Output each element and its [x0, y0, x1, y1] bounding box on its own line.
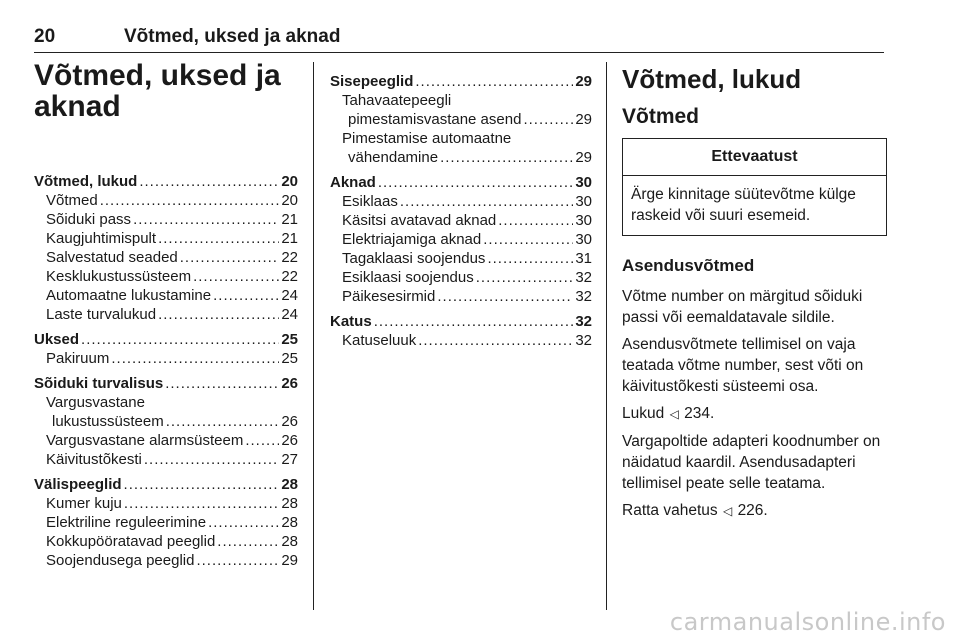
toc-entry-label: Katuseluuk: [342, 332, 417, 349]
toc-entry[interactable]: [34, 374, 298, 393]
toc-entry-page: 28: [281, 533, 298, 550]
toc-entry-label: Päikesesirmid: [342, 288, 436, 305]
toc-entry-page: 26: [281, 413, 298, 430]
toc-entry-page: 26: [281, 375, 298, 392]
toc-leader-dots: [193, 267, 279, 286]
toc-entry-page: 30: [575, 174, 592, 191]
toc-entry[interactable]: [34, 191, 298, 210]
toc-entry[interactable]: [34, 551, 298, 570]
toc-column-2: [330, 60, 592, 350]
toc-column-1: [34, 60, 298, 570]
toc-entry-label: Pakiruum: [46, 350, 110, 367]
toc-leader-dots: [100, 191, 280, 210]
toc-entry-page: 32: [575, 313, 592, 330]
toc-entry[interactable]: [330, 192, 592, 211]
toc-entry-page: 29: [575, 111, 592, 128]
paragraph-spare-keys: Asendusvõtmete tellimisel on vaja teatada võtme number, sest võti on käivitustõkesti süsteemi osa.: [622, 336, 864, 395]
toc-entry-label: Kokkupööratavad peeglid: [46, 533, 216, 550]
toc-entry-label-continued: lukustussüsteem: [52, 413, 164, 430]
toc-entry-label: Tahavaatepeegli: [342, 92, 452, 109]
toc-leader-dots: [378, 173, 573, 192]
toc-entry-label: Välispeeglid: [34, 476, 122, 493]
toc-entry-label: Automaatne lukustamine: [46, 287, 212, 304]
running-title: Võtmed, uksed ja aknad: [124, 26, 341, 47]
toc-entry-label: Kumer kuju: [46, 495, 122, 512]
column-divider-1: [313, 62, 314, 610]
toc-leader-dots: [166, 412, 280, 431]
toc-entry-page: 32: [575, 269, 592, 286]
toc-entry[interactable]: [34, 305, 298, 324]
toc-entry-label-continued: vähendamine: [348, 149, 439, 166]
toc-entry-page: 31: [575, 250, 592, 267]
toc-entry-page: 24: [281, 306, 298, 323]
toc-entry[interactable]: [34, 229, 298, 248]
toc-leader-dots: [158, 229, 279, 248]
toc-leader-dots: [487, 249, 573, 268]
toc-entry[interactable]: [330, 249, 592, 268]
toc-leader-dots: [196, 551, 279, 570]
toc-entry[interactable]: [34, 248, 298, 267]
toc-leader-dots: [144, 450, 279, 469]
toc-entry-page: 24: [281, 287, 298, 304]
toc-leader-dots: [180, 248, 280, 267]
toc-entry[interactable]: [34, 431, 298, 450]
toc-entry-label: Kesklukustussüsteem: [46, 268, 192, 285]
toc-entry-label: Sisepeeglid: [330, 73, 414, 90]
locks-ref-link[interactable]: 234.: [684, 405, 715, 422]
toc-leader-dots: [213, 286, 279, 305]
content-column: [622, 60, 887, 528]
toc-entry-page: 21: [281, 230, 298, 247]
toc-entry-page: 30: [575, 212, 592, 229]
toc-entry-page: 28: [281, 514, 298, 531]
toc-entry-page: 26: [281, 432, 298, 449]
toc-entry-page: 32: [575, 332, 592, 349]
toc-list-2: [330, 72, 592, 350]
toc-entry[interactable]: [330, 331, 592, 350]
wheel-ref-link[interactable]: 226.: [737, 502, 768, 519]
toc-entry[interactable]: [330, 91, 592, 129]
toc-entry[interactable]: [34, 450, 298, 469]
toc-entry[interactable]: [34, 349, 298, 368]
page-header: [34, 22, 884, 53]
toc-leader-dots: [165, 374, 279, 393]
toc-list-1: [34, 172, 298, 570]
toc-entry-page: 29: [575, 149, 592, 166]
toc-entry-label: Soojendusega peeglid: [46, 552, 195, 569]
toc-entry-label: Uksed: [34, 331, 80, 348]
toc-entry-page: 20: [281, 192, 298, 209]
toc-entry-label: Võtmed, lukud: [34, 173, 138, 190]
toc-entry[interactable]: [330, 72, 592, 91]
toc-leader-dots: [245, 431, 279, 450]
toc-entry[interactable]: [34, 210, 298, 229]
toc-entry[interactable]: [330, 312, 592, 331]
toc-entry-page: 29: [281, 552, 298, 569]
toc-entry-label: Pimestamise automaatne: [342, 130, 512, 147]
toc-entry[interactable]: [330, 129, 592, 167]
toc-leader-dots: [418, 331, 573, 350]
toc-leader-dots: [124, 475, 280, 494]
toc-leader-dots: [111, 349, 279, 368]
toc-leader-dots: [483, 230, 573, 249]
toc-entry[interactable]: [330, 230, 592, 249]
toc-leader-dots: [81, 330, 279, 349]
toc-entry-page: 30: [575, 231, 592, 248]
toc-leader-dots: [124, 494, 279, 513]
paragraph-wheel-ref: Ratta vahetus ◁ 226.: [622, 502, 768, 519]
toc-entry[interactable]: [34, 494, 298, 513]
toc-entry-label: Sõiduki pass: [46, 211, 132, 228]
page-reference-icon: ◁: [666, 407, 683, 421]
toc-entry-label: Salvestatud seaded: [46, 249, 178, 266]
toc-leader-dots: [208, 513, 279, 532]
spare-keys-heading: Asendusvõtmed: [622, 256, 755, 275]
toc-entry-page: 30: [575, 193, 592, 210]
toc-entry[interactable]: [34, 513, 298, 532]
paragraph-wheel-bolt: Vargapoltide adapteri koodnumber on näidatud kaardil. Asendusadapteri tellimisel peate selle teatama.: [622, 433, 881, 492]
chapter-title: Võtmed, uksed ja aknad: [34, 59, 281, 123]
toc-entry-page: 32: [575, 288, 592, 305]
toc-entry[interactable]: [34, 393, 298, 431]
toc-entry-page: 22: [281, 249, 298, 266]
toc-entry[interactable]: [330, 173, 592, 192]
toc-leader-dots: [400, 192, 573, 211]
toc-entry-label: Laste turvalukud: [46, 306, 157, 323]
caution-box: [622, 138, 887, 236]
toc-entry-label: Elektriline reguleerimine: [46, 514, 207, 531]
toc-entry-page: 22: [281, 268, 298, 285]
toc-entry-page: 25: [281, 331, 298, 348]
toc-entry[interactable]: [34, 172, 298, 191]
column-divider-2: [606, 62, 607, 610]
toc-entry-label: Võtmed: [46, 192, 98, 209]
toc-entry[interactable]: [330, 211, 592, 230]
toc-leader-dots: [133, 210, 279, 229]
subsection-heading: Võtmed: [622, 105, 700, 128]
toc-entry[interactable]: [330, 268, 592, 287]
toc-entry-label-continued: pimestamisvastane asend: [348, 111, 522, 128]
toc-entry[interactable]: [330, 287, 592, 306]
caution-title: Ettevaatust: [623, 139, 886, 176]
toc-entry-page: 28: [281, 476, 298, 493]
toc-leader-dots: [440, 148, 573, 167]
toc-entry-label: Kaugjuhtimispult: [46, 230, 157, 247]
toc-leader-dots: [217, 532, 279, 551]
toc-entry-page: 29: [575, 73, 592, 90]
paragraph-locks-ref: Lukud ◁ 234.: [622, 405, 715, 422]
toc-entry-label: Käivitustõkesti: [46, 451, 142, 468]
toc-entry[interactable]: [34, 330, 298, 349]
toc-leader-dots: [498, 211, 573, 230]
toc-entry-label: Elektriajamiga aknad: [342, 231, 482, 248]
toc-entry-label: Vargusvastane alarmsüsteem: [46, 432, 244, 449]
toc-entry-label: Sõiduki turvalisus: [34, 375, 164, 392]
toc-leader-dots: [415, 72, 573, 91]
page-number: 20: [34, 26, 56, 47]
toc-entry-label: Esiklaasi soojendus: [342, 269, 474, 286]
toc-entry[interactable]: [34, 286, 298, 305]
toc-entry-label: Katus: [330, 313, 372, 330]
watermark: carmanualsonline.info: [669, 608, 946, 636]
page-reference-icon: ◁: [719, 504, 736, 518]
toc-entry-page: 25: [281, 350, 298, 367]
toc-leader-dots: [139, 172, 279, 191]
toc-entry[interactable]: [34, 475, 298, 494]
toc-leader-dots: [437, 287, 573, 306]
toc-leader-dots: [523, 110, 573, 129]
toc-entry-label: Esiklaas: [342, 193, 398, 210]
section-heading: Võtmed, lukud: [622, 64, 802, 94]
toc-entry-page: 20: [281, 173, 298, 190]
toc-entry-page: 27: [281, 451, 298, 468]
toc-entry-page: 21: [281, 211, 298, 228]
toc-leader-dots: [476, 268, 574, 287]
toc-leader-dots: [374, 312, 574, 331]
caution-text: Ärge kinnitage süütevõtme külge raskeid või suuri esemeid.: [631, 186, 856, 224]
toc-entry-label: Vargusvastane: [46, 394, 145, 411]
paragraph-key-number: Võtme number on märgitud sõiduki passi või eemaldatavale sildile.: [622, 288, 863, 326]
toc-entry-label: Aknad: [330, 174, 376, 191]
toc-entry-label: Käsitsi avatavad aknad: [342, 212, 497, 229]
toc-entry[interactable]: [34, 267, 298, 286]
toc-leader-dots: [158, 305, 279, 324]
toc-entry-page: 28: [281, 495, 298, 512]
toc-entry-label: Tagaklaasi soojendus: [342, 250, 486, 267]
toc-entry[interactable]: [34, 532, 298, 551]
